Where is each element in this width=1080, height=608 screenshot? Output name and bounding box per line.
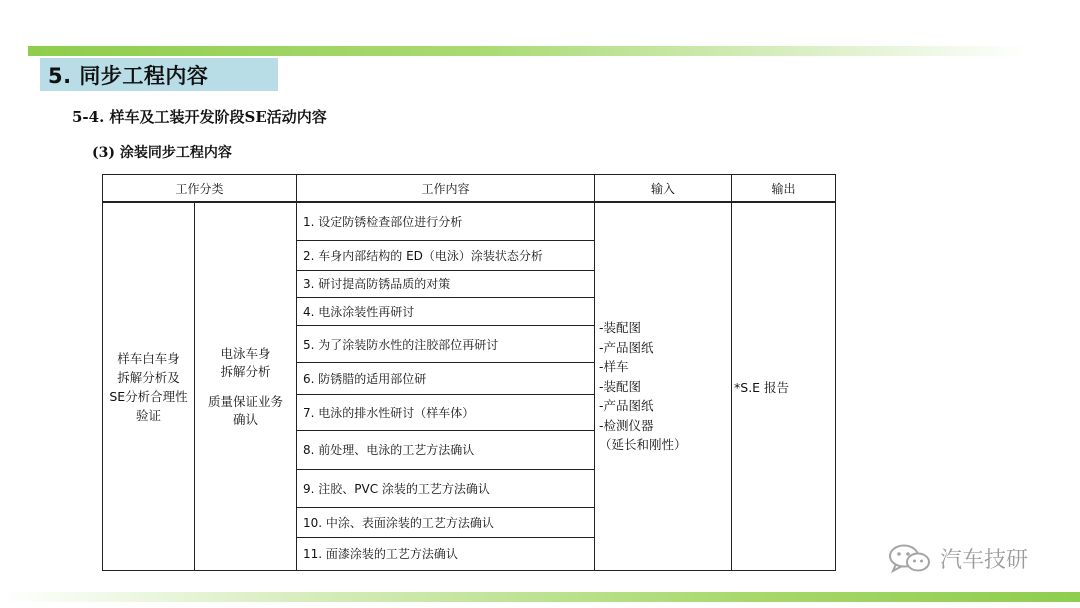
- category-primary-line: 样车白车身: [117, 350, 180, 366]
- task-cell: 5. 为了涂装防水性的注胶部位再研讨: [297, 325, 595, 362]
- category-secondary-line: 电泳车身: [220, 345, 271, 361]
- input-item: -检测仪器: [599, 417, 654, 433]
- input-item: -产品图纸: [599, 339, 654, 355]
- task-cell: 7. 电泳的排水性研讨（样车体）: [297, 395, 595, 431]
- section-title: 5. 同步工程内容: [48, 63, 209, 88]
- input-item: -产品图纸: [599, 398, 654, 414]
- input-item: -装配图: [599, 378, 642, 394]
- wechat-icon: [888, 544, 932, 574]
- task-cell: 1. 设定防锈检查部位进行分析: [297, 202, 595, 240]
- task-cell: 9. 注胶、PVC 涂装的工艺方法确认: [297, 469, 595, 507]
- input-item: （延长和刚性）: [599, 437, 687, 453]
- table-row: [103, 202, 836, 240]
- input-item: -样车: [599, 359, 629, 375]
- category-primary-line: SE分析合理性: [109, 388, 188, 404]
- header-input: 输入: [595, 175, 732, 203]
- header-output: 输出: [732, 175, 836, 203]
- bottom-accent-bar: [0, 592, 1080, 602]
- task-cell: 4. 电泳涂装性再研讨: [297, 297, 595, 325]
- category-primary-line: 验证: [135, 407, 161, 423]
- category-primary-line: 拆解分析及: [117, 369, 180, 385]
- task-cell: 8. 前处理、电泳的工艺方法确认: [297, 431, 595, 469]
- task-cell: 6. 防锈腊的适用部位研: [297, 363, 595, 395]
- category-secondary-line: 确认: [233, 411, 259, 427]
- top-accent-bar: [28, 46, 1028, 56]
- task-cell: 3. 研讨提高防锈品质的对策: [297, 270, 595, 297]
- input-item: -装配图: [599, 320, 642, 336]
- watermark-text: 汽车技研: [940, 548, 1029, 573]
- task-cell: 10. 中涂、表面涂装的工艺方法确认: [297, 507, 595, 537]
- output-cell: *S.E 报告: [732, 202, 836, 571]
- watermark: [888, 543, 1028, 574]
- inputs-cell: [595, 202, 732, 571]
- table-header-row: [103, 175, 836, 203]
- se-content-table: [102, 174, 836, 571]
- subsubtitle: (3) 涂装同步工程内容: [92, 145, 232, 161]
- category-secondary-line: 质量保证业务: [208, 393, 284, 409]
- category-primary-cell: [103, 202, 195, 571]
- subtitle: 5-4. 样车及工装开发阶段SE活动内容: [72, 108, 327, 126]
- section-title-box: [40, 58, 278, 91]
- task-cell: 11. 面漆涂装的工艺方法确认: [297, 537, 595, 570]
- header-category: 工作分类: [103, 175, 297, 203]
- category-secondary-cell: [195, 202, 297, 571]
- task-cell: 2. 车身内部结构的 ED（电泳）涂装状态分析: [297, 240, 595, 270]
- category-secondary-line: 拆解分析: [220, 363, 271, 379]
- header-content: 工作内容: [297, 175, 595, 203]
